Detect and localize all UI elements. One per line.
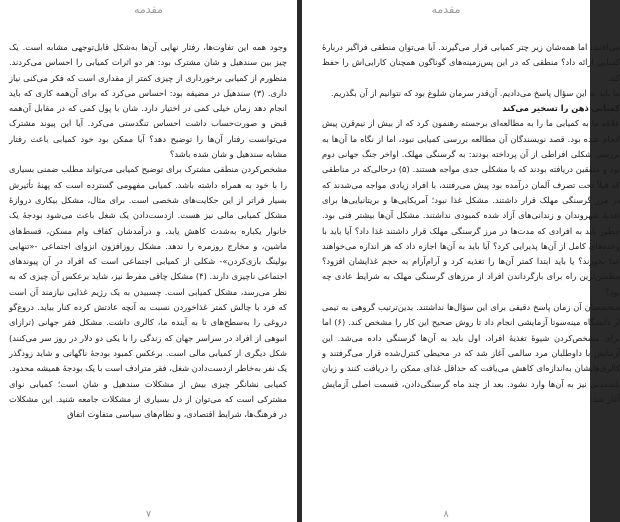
paragraph: متخصصان آن زمان پاسخ دقیقی برای این سؤال‌ها نداشتند. بدین‌ترتیب گروهی به تیمی از دانشگاه مینه‌سوتا آزمایشی انجام داد تا روش صحیح این کار را مشخص کند. (۶) اما برای مشخص‌کردن شیوهٔ تغذیهٔ افراد، اول باید به آن‌ها گرسنگی داده می‌شد. این آزمایش با داوطلبان مرد سالمی آغاز شد که در محیطی کنترل‌شده قرار می‌گرفتند و کالری‌هایشان به‌اندازه‌ای کاهش می‌یافت که حداقل غذای ممکن را دریافت کنند و زبان بلندمدتی نیز به آن‌ها وارد نشود. بعد از چند ماه گرسنگی‌دادن، قسمت اصلی آزمایش آغاز شد: [322,302,620,404]
page-number: ۸ [443,509,449,520]
paragraph: ما باید به این سؤال پاسخ می‌دادیم. آن‌قدر سرمان شلوغ بود که نتوانیم از آن بگذریم. [330,87,620,98]
paragraph: کمیابی نشانگر چیزی بیش از مشکلات سندهیل و شان است؛ کمیابی نوای مشترکی است که می‌توان از دل بسیاری از مشکلات جامعه شنید. این مشکلات در فرهنگ‌ها، شرایط اقتصادی، و نظام‌های سیاسی متفاوت اتفاق [9,378,287,420]
running-header: مقدمه [133,3,164,16]
page-number: ۷ [145,509,152,520]
paragraph: می‌افتند، اما همه‌شان زیر چتر کمیابی قرار می‌گیرند. آیا می‌توان منطقی فراگیر دربارهٔ کمیابی ارائه داد؟ منطقی که در این پس‌زمینه‌های گوناگون همچنان کارایی‌اش را حفظ کند. [322,42,620,83]
right-page [302,0,620,522]
paragraph: مشخص‌کردن منطقی مشترک برای توضیح کمیابی می‌تواند مطلب ضمنی بسیاری را با خود به همراه داشته باشد. کمیابی مفهومی گسترده است که پهنهٔ تأثیرش بسیار فراتر از این حکایت‌های شخصی است. برای مثال، مشکل بیکاری دروازهٔ مشکل کمیابی مالی نیز هست. ازدست‌دادن یک شغل باعث می‌شود بودجهٔ یک خانوار یکباره به‌شدت کاهش یابد، و درآمدشان کفاف وام مسکن، قسط‌های ماشین، و مخارج روزمره را ندهد. مشکل روزافزون انزوای اجتماعی -«تنهایی بولینگ بازی‌کردن»- شکلی از کمیابی اجتماعی است که افراد در آن پیوندهای اجتماعی ناچیزی دارند. (۴) مشکل چاقی مفرط نیز، شاید برعکس آن چیزی که به نظر می‌رسد، مشکل کمیابی است. چسبیدن به یک رژیم غذایی نیازمند آن است که فرد با چالش کمتر غذاخوردن نسبت به آنچه عادتش کرده کنار بیاید. دروغ‌گو دروغی را به‌سطح‌های تا به آینده ما، کالری داشت. مشکل فقر جهانی (ترازای انبوهی از افراد در سراسر جهان که زندگی را با یکی دو دلار در روز سر می‌کنند) شکل دیگری از کمیابی مالی است. برعکس کمبود بودجهٔ ناگهانی و شاید زودگذر یک نفر به‌خاطر ازدست‌دادن شغل، فقر مترادف است با یک بودجهٔ همیشه محدود. [9,164,287,374]
paragraph: وجود همه این تفاوت‌ها، رفتار نهایی آن‌ها به‌شکل قابل‌توجهی مشابه است. یک چیز بین سندهیل و شان مشترک بود: هر دو اثرات کمیابی را احساس می‌کردند. منظورم از کمیابی برخورداری از چیزی کمتر از مقداری است که فکر می‌کنی نیاز داری. (۳) سندهیل در مضیقه بود: احساس می‌کرد که برای آن‌همه کاری که باید انجام دهد زمان خیلی کمی در اختیار دارد. شان با پول کمی که در مقابل آن‌همه قبض و صورت‌حساب داشت احساس تنگدستی می‌کرد. آیا این پیوند مشترک می‌توانست رفتار آن‌ها را توضیح دهد؟ آیا ممکن بود خود کمیابی باعث رفتار مشابه سندهیل و شان شده باشد؟ [9,42,287,160]
page-body [322,40,620,407]
section-heading: کمیابی ذهن را تسخیر می‌کند [502,103,620,114]
left-page [0,0,297,522]
running-header: مقدمه [431,3,461,16]
page-body [9,40,287,422]
paragraph: علاقه ما به کمیابی ما را به مطالعه‌ای برجسته رهنمون کرد که از بیش از نیم‌قرن پیش انجام شده بود. قصد نویسندگان آن مطالعه بررسی کمیابی نبود، اما از نگاه ما آن‌ها به بررسی شکلی افراطی از آن پرداخته بودند: به گرسنگی مهلک. اواخر جنگ جهانی دوم بود و متفقین دریافته بودند که با مشکلی جدی مواجه هستند. (۵) درحالی‌که در مناطقی که قبلاً تحت تصرف آلمان درآمده بود پیش می‌رفتند، با افراد زیادی مواجه می‌شدند که در مرز گرسنگی مهلک قرار داشتند. مشکل غذا نبود؛ آمریکایی‌ها و بریتانیایی‌ها برای تغذیهٔ شهروندان و زندانی‌های آزاد شده کمبودی نداشتند. مشکل آن‌ها بیشتر فنی بود. چطور باید به افرادی که مدت‌ها در مرز گرسنگی مهلک قرار داشتند غذا داد؟ آیا باید با وعده‌های کامل از آن‌ها پذیرایی کرد؟ آیا باید به آن‌ها اجازه داد که هر اندازه می‌خواهند غذا بخورند؟ یا باید ابتدا کمتر آن‌ها را تغذیه کرد و آرام‌آرام به حجم غذایشان افزود؟ مطمئن‌ترین راه برای بازگرداندن افراد از مرزهای گرسنگی مهلک به شرایط عادی چه بود؟ [322,118,620,297]
